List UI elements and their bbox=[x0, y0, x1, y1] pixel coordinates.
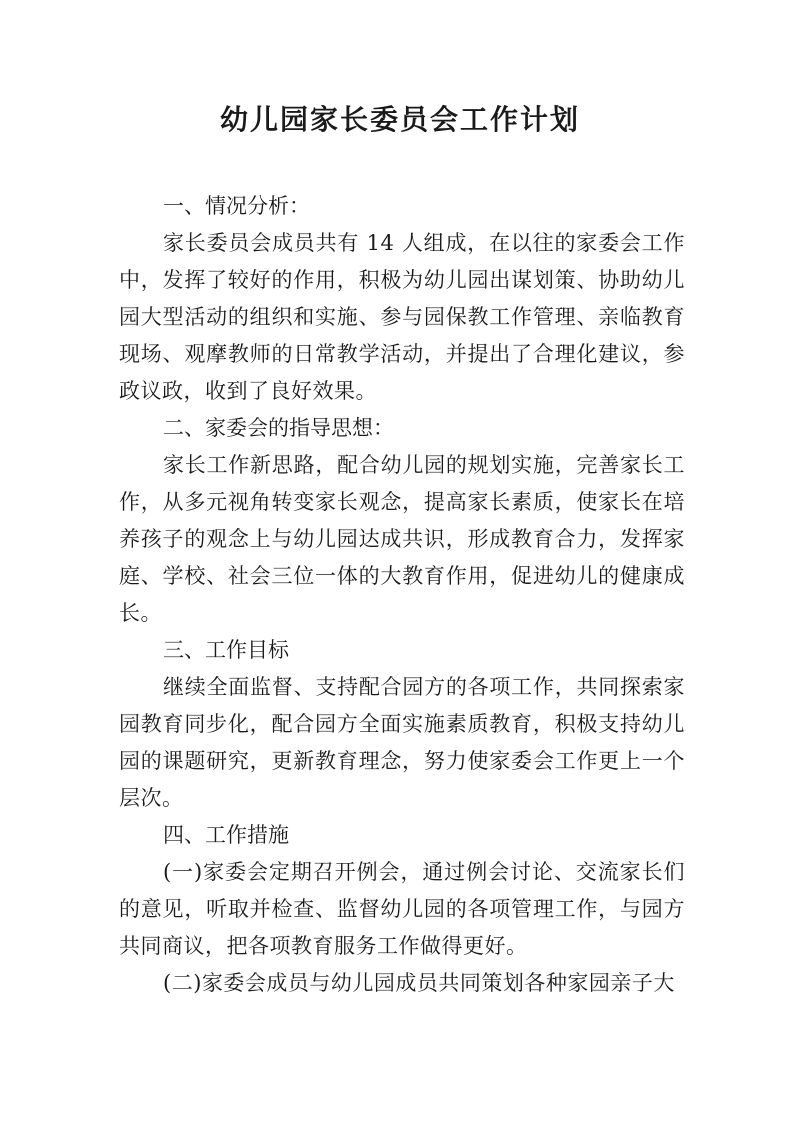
section-heading-1: 一、情况分析： bbox=[163, 194, 310, 218]
section-heading-4: 四、工作措施 bbox=[163, 823, 289, 847]
document-title: 幼儿园家长委员会工作计划 bbox=[219, 103, 580, 136]
section-heading-3: 三、工作目标 bbox=[163, 638, 289, 662]
section-4-paragraph-1: (一)家委会定期召开例会，通过例会讨论、交流家长们的意见，听取并检查、监督幼儿园的各项管理工作，与园方共同商议，把各项教育服务工作做得更好。 bbox=[119, 860, 685, 958]
section-4-paragraph-2: (二)家委会成员与幼儿园成员共同策划各种家园亲子大 bbox=[163, 971, 675, 995]
section-1-paragraph-1: 家长委员会成员共有 14 人组成，在以往的家委会工作中，发挥了较好的作用，积极为幼儿园出谋划策、协助幼儿园大型活动的组织和实施、参与园保教工作管理、亲临教育现场、观摩教师的日常教学活动，并提出了合理化建议，参政议政，收到了良好效果。 bbox=[119, 231, 685, 403]
document-body bbox=[119, 188, 685, 1002]
section-heading-2: 二、家委会的指导思想： bbox=[163, 416, 394, 440]
section-3-paragraph-1: 继续全面监督、支持配合园方的各项工作，共同探索家园教育同步化，配合园方全面实施素质教育，积极支持幼儿园的课题研究，更新教育理念，努力使家委会工作更上一个层次。 bbox=[119, 675, 685, 810]
section-2-paragraph-1: 家长工作新思路，配合幼儿园的规划实施，完善家长工作，从多元视角转变家长观念，提高家长素质，使家长在培养孩子的观念上与幼儿园达成共识，形成教育合力，发挥家庭、学校、社会三位一体的大教育作用，促进幼儿的健康成长。 bbox=[119, 453, 685, 625]
